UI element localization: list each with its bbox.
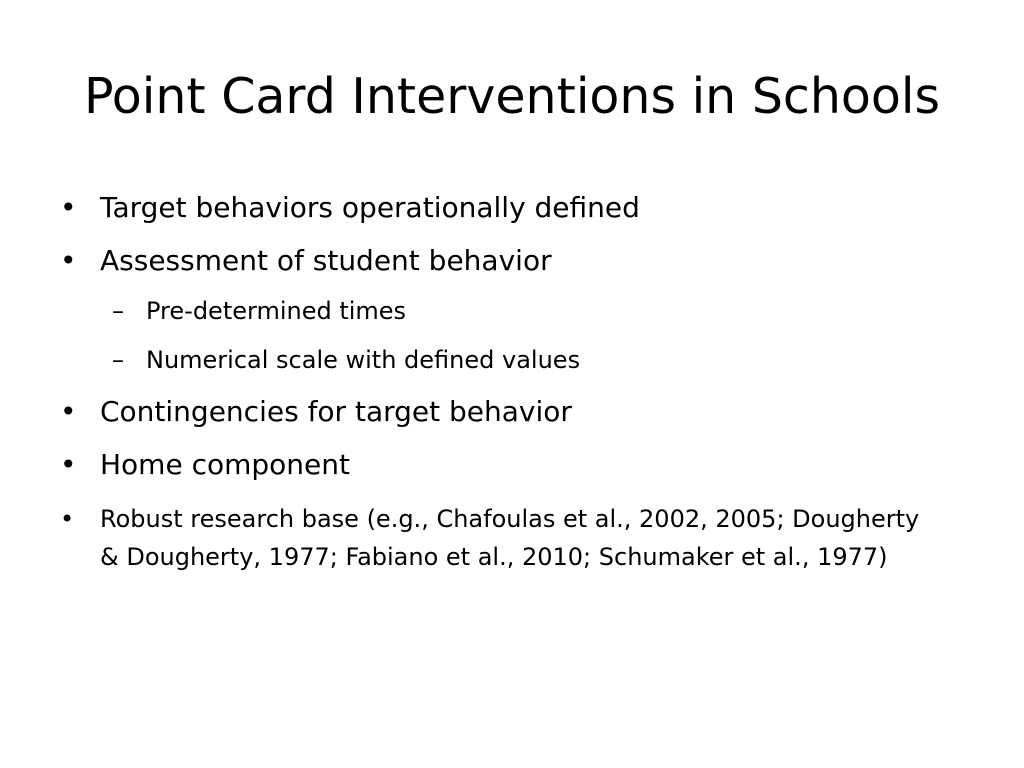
sub-bullet-item [112,296,407,326]
sub-bullet-marker: – [112,297,124,325]
bullet-marker: • [60,505,75,533]
bullet-marker: • [60,448,77,481]
bullet-text: Target behaviors operationally defined [100,191,640,224]
bullet-text: Assessment of student behavior [100,244,552,277]
bullet-item [60,394,572,430]
bullet-text: Robust research base (e.g., Chafoulas et al., 2002, 2005; Dougherty & Dougherty, 1977; Fabiano et al., 2010; Schumaker et al., 1977) [100,505,920,571]
sub-bullet-text: Numerical scale with defined values [146,346,581,374]
bullet-marker: • [60,395,77,428]
sub-bullet-item [112,345,581,375]
bullet-marker: • [60,191,77,224]
bullet-text: Home component [100,448,350,481]
bullet-item-research [60,500,930,576]
sub-bullet-marker: – [112,346,124,374]
bullet-item [60,243,552,279]
bullet-item [60,447,350,483]
bullet-item [60,190,640,226]
slide-title: Point Card Interventions in Schools [83,68,941,125]
bullet-marker: • [60,244,77,277]
sub-bullet-text: Pre-determined times [146,297,407,325]
bullet-text: Contingencies for target behavior [100,395,572,428]
